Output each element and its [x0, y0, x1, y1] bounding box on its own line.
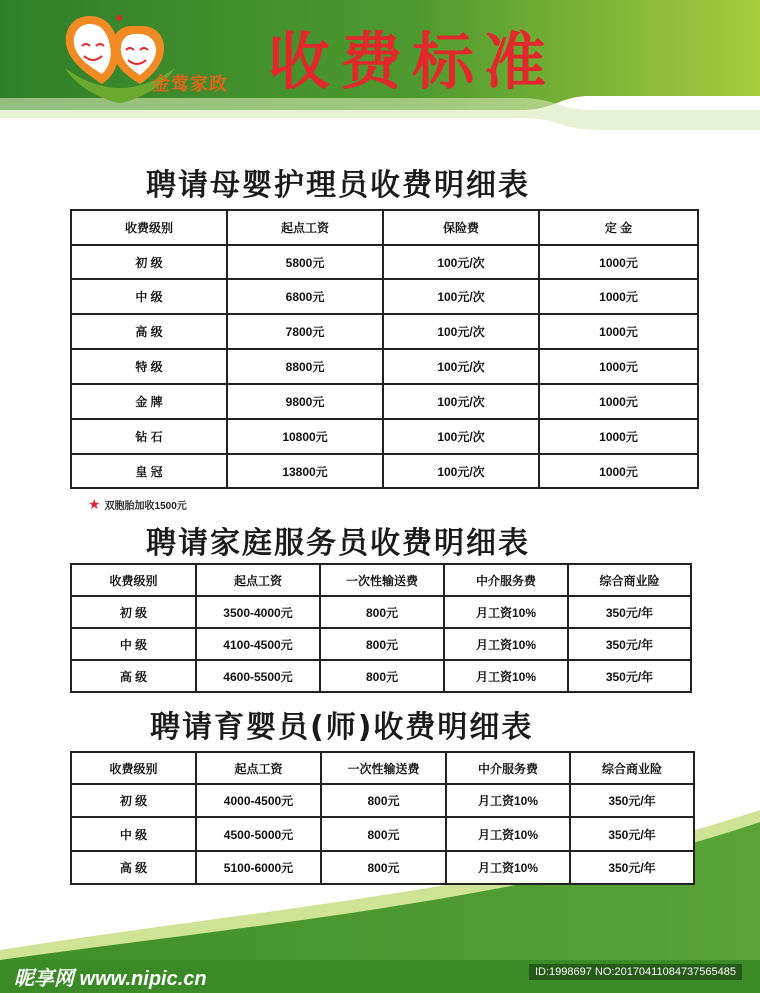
level-cell: 高 级	[71, 660, 196, 692]
level-cell: 中 级	[71, 279, 227, 314]
col-header: 一次性输送费	[320, 564, 444, 596]
salary-cell: 4100-4500元	[196, 628, 320, 660]
twins-note-text: 双胞胎加收1500元	[104, 501, 187, 512]
agency-fee-cell: 月工资10%	[446, 851, 570, 884]
agency-fee-cell: 月工资10%	[444, 628, 568, 660]
page-title: 收费标准	[268, 25, 557, 98]
salary-cell: 4500-5000元	[196, 817, 321, 851]
insurance-cell: 350元/年	[570, 784, 694, 817]
agency-fee-cell: 月工资10%	[444, 660, 568, 692]
deposit-cell: 1000元	[539, 279, 698, 314]
transfer-fee-cell: 800元	[320, 628, 444, 660]
salary-cell: 4000-4500元	[196, 784, 321, 817]
level-cell: 皇 冠	[71, 454, 227, 488]
table-row	[71, 628, 691, 660]
table-row	[71, 596, 691, 628]
table-row	[71, 784, 694, 817]
section3-title: 聘请育婴员(师)收费明细表	[150, 710, 534, 745]
housekeeper-fee-table	[70, 563, 692, 693]
salary-cell: 5800元	[227, 245, 383, 279]
table-row	[71, 851, 694, 884]
agency-fee-cell: 月工资10%	[444, 596, 568, 628]
insurance-cell: 100元/次	[383, 454, 539, 488]
insurance-cell: 350元/年	[570, 817, 694, 851]
star-icon: ★	[88, 496, 101, 512]
level-cell: 高 级	[71, 314, 227, 349]
col-header: 起点工资	[227, 210, 383, 245]
level-cell: 钻 石	[71, 419, 227, 454]
level-cell: 初 级	[71, 596, 196, 628]
insurance-cell: 350元/年	[568, 660, 691, 692]
col-header: 综合商业险	[570, 752, 694, 784]
col-header: 收费级别	[71, 210, 227, 245]
level-cell: 特 级	[71, 349, 227, 384]
transfer-fee-cell: 800元	[320, 596, 444, 628]
level-cell: 初 级	[71, 245, 227, 279]
table-row	[71, 349, 698, 384]
maternity-fee-table	[70, 209, 699, 489]
salary-cell: 9800元	[227, 384, 383, 419]
col-header: 中介服务费	[444, 564, 568, 596]
transfer-fee-cell: 800元	[321, 784, 446, 817]
table-row	[71, 660, 691, 692]
table-row	[71, 314, 698, 349]
col-header: 中介服务费	[446, 752, 570, 784]
insurance-cell: 350元/年	[568, 628, 691, 660]
insurance-cell: 100元/次	[383, 314, 539, 349]
level-cell: 金 牌	[71, 384, 227, 419]
col-header: 起点工资	[196, 564, 320, 596]
insurance-cell: 350元/年	[570, 851, 694, 884]
level-cell: 中 级	[71, 628, 196, 660]
deposit-cell: 1000元	[539, 384, 698, 419]
salary-cell: 4600-5500元	[196, 660, 320, 692]
level-cell: 初 级	[71, 784, 196, 817]
watermark: 昵享网 www.nipic.cn	[14, 968, 207, 990]
insurance-cell: 100元/次	[383, 245, 539, 279]
col-header: 收费级别	[71, 752, 196, 784]
insurance-cell: 100元/次	[383, 384, 539, 419]
transfer-fee-cell: 800元	[320, 660, 444, 692]
col-header: 起点工资	[196, 752, 321, 784]
salary-cell: 3500-4000元	[196, 596, 320, 628]
table-row	[71, 817, 694, 851]
transfer-fee-cell: 800元	[321, 851, 446, 884]
deposit-cell: 1000元	[539, 419, 698, 454]
salary-cell: 5100-6000元	[196, 851, 321, 884]
section1-title: 聘请母婴护理员收费明细表	[146, 168, 530, 203]
table-row	[71, 419, 698, 454]
insurance-cell: 100元/次	[383, 419, 539, 454]
salary-cell: 8800元	[227, 349, 383, 384]
salary-cell: 10800元	[227, 419, 383, 454]
transfer-fee-cell: 800元	[321, 817, 446, 851]
table-row	[71, 454, 698, 488]
image-id: ID:1998697 NO:20170411084737565485	[529, 964, 742, 980]
col-header: 综合商业险	[568, 564, 691, 596]
insurance-cell: 350元/年	[568, 596, 691, 628]
table-row	[71, 245, 698, 279]
brand-name: 金莺家政	[152, 74, 228, 94]
twins-note	[88, 496, 187, 513]
col-header: 定 金	[539, 210, 698, 245]
salary-cell: 7800元	[227, 314, 383, 349]
table-row	[71, 279, 698, 314]
salary-cell: 13800元	[227, 454, 383, 488]
agency-fee-cell: 月工资10%	[446, 784, 570, 817]
level-cell: 高 级	[71, 851, 196, 884]
deposit-cell: 1000元	[539, 245, 698, 279]
col-header: 保险费	[383, 210, 539, 245]
deposit-cell: 1000元	[539, 349, 698, 384]
deposit-cell: 1000元	[539, 454, 698, 488]
agency-fee-cell: 月工资10%	[446, 817, 570, 851]
level-cell: 中 级	[71, 817, 196, 851]
insurance-cell: 100元/次	[383, 279, 539, 314]
childcare-fee-table	[70, 751, 695, 885]
col-header: 一次性输送费	[321, 752, 446, 784]
section2-title: 聘请家庭服务员收费明细表	[146, 526, 530, 561]
salary-cell: 6800元	[227, 279, 383, 314]
col-header: 收费级别	[71, 564, 196, 596]
table-row	[71, 384, 698, 419]
insurance-cell: 100元/次	[383, 349, 539, 384]
deposit-cell: 1000元	[539, 314, 698, 349]
